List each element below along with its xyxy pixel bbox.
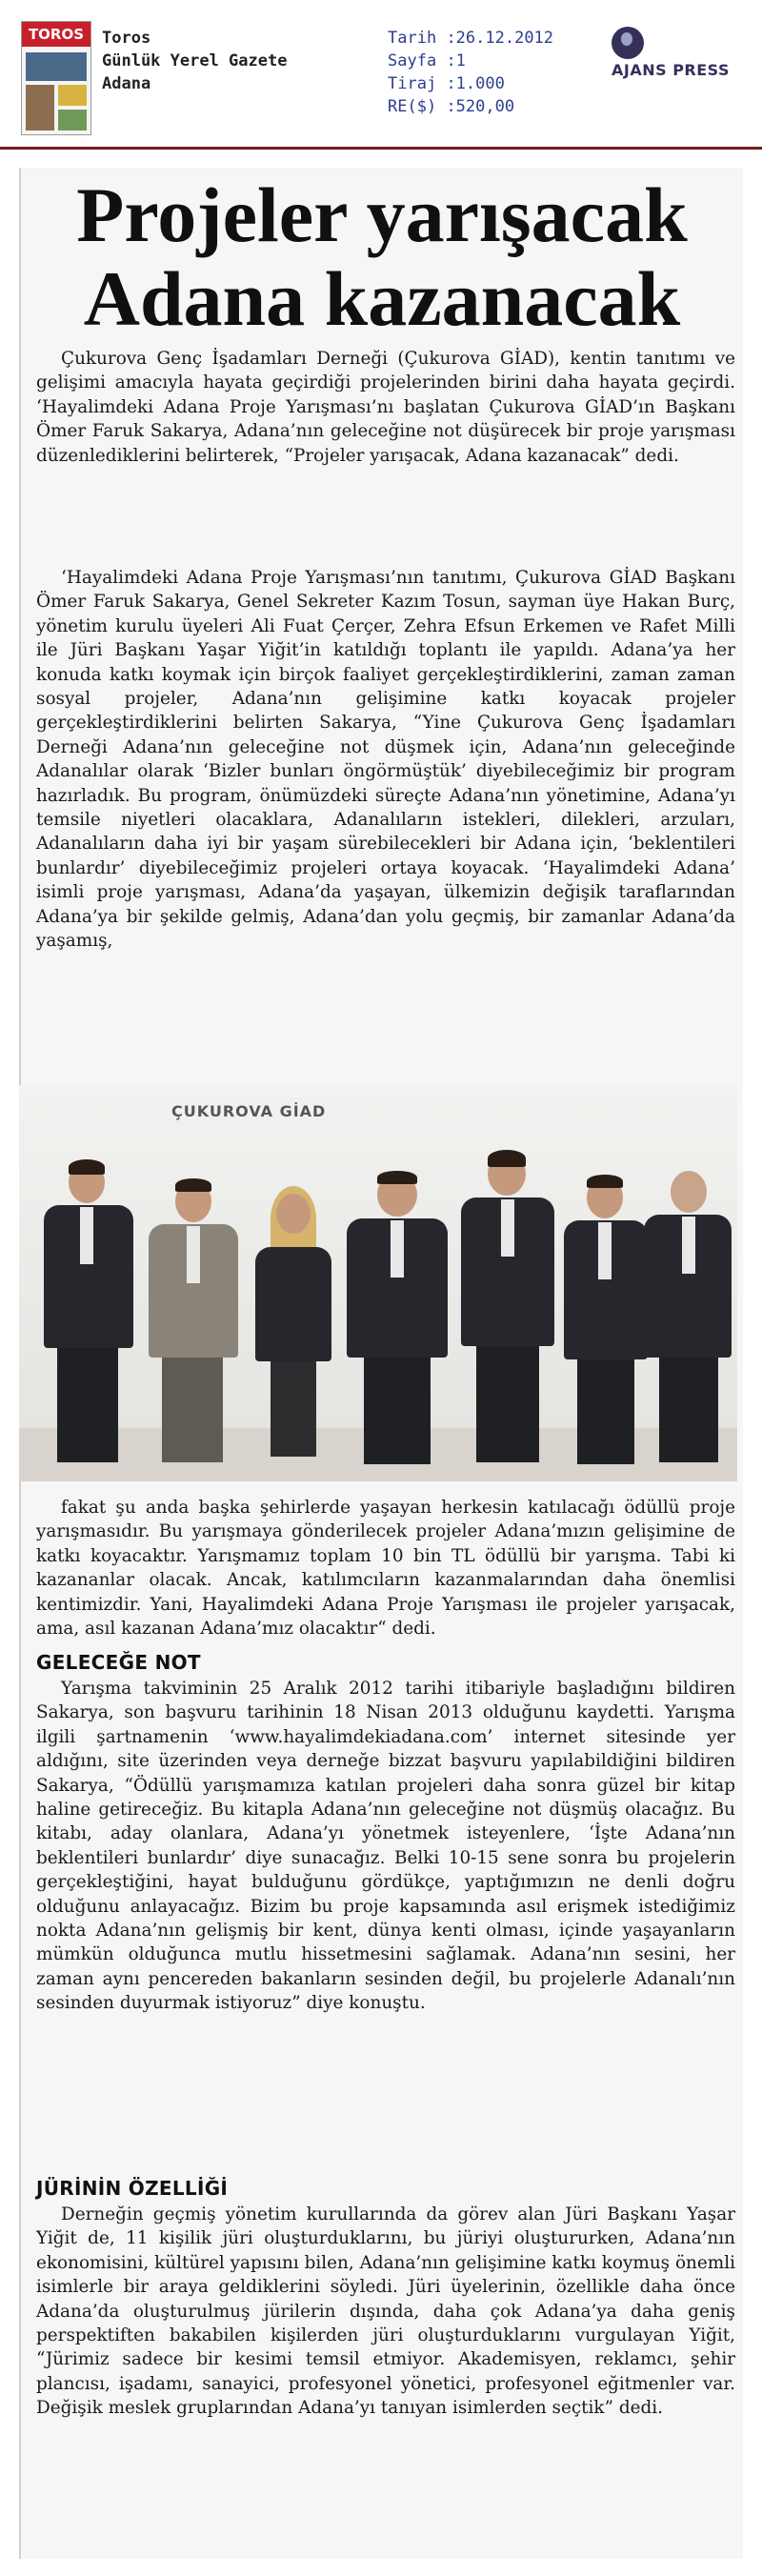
photo-person [638, 1171, 737, 1466]
subheading-jurinin-ozelligi: JÜRİNİN ÖZELLİĞİ [36, 2177, 229, 2200]
agency-logo [606, 23, 749, 80]
meta-date: Tarih :26.12.2012 [388, 29, 554, 48]
agency-logo-icon [612, 27, 644, 59]
clipping-header [0, 0, 762, 151]
newspaper-city: Adana [102, 74, 151, 93]
article-paragraph-3: fakat şu anda başka şehirlerde yaşayan herkesin katılacağı ödüllü proje yarışmasıdır. Bu yarışmaya gönderilecek projeler Adana’mızın gelişimine de katkı koyacaktır. Yarışmamız toplam 10 bin TL ödüllü bir yarışma. Tabi ki kazananlar olacak. Ancak, katılımcıların kazanmalarından daha önemlisi kentimizdir. Yani, Hayalimdeki Adana Proje Yarışması ile projeler yarışacak, ama, asıl kazanan Adana’mız olacaktır“ dedi. [36, 1498, 735, 1640]
photo-person [248, 1190, 339, 1466]
photo-person [36, 1161, 141, 1466]
photo-person [455, 1152, 560, 1466]
newspaper-type: Günlük Yerel Gazete [102, 51, 288, 70]
newspaper-thumbnail [21, 21, 91, 135]
article-paragraph-1: Çukurova Genç İşadamları Derneği (Çukurova GİAD), kentin tanıtımı ve gelişimi amacıyla hayata geçirdiği projelerinden birini daha hayata geçirdi. ‘Hayalimdeki Adana Proje Yarışması’nı başlatan Çukurova GİAD’ın Başkanı Ömer Faruk Sakarya, Adana’nın geleceğine not düşürecek bir proje yarışması düzenlediklerini belirterek, “Projeler yarışacak, Adana kazanacak” dedi. [36, 349, 735, 466]
group-photo [19, 1085, 737, 1481]
clipping-meta [388, 27, 553, 118]
photo-person [141, 1180, 246, 1466]
photo-banner-text: ÇUKUROVA GİAD [171, 1102, 327, 1120]
meta-circulation: Tiraj :1.000 [388, 74, 505, 93]
article-paragraph-2: ‘Hayalimdeki Adana Proje Yarışması’nın tanıtımı, Çukurova GİAD Başkanı Ömer Faruk Sakarya, Genel Sekreter Kazım Tosun, sayman üye Hakan Burç, yönetim kurulu üyeleri Ali Fuat Çerçer, Zehra Efsun Erkemen ve Rafet Milli ile Jüri Başkanı Yaşar Yiğit’in katıldığı toplantı ile yapıldı. Adana’ya her konuda katkı koymak için birçok faaliyet gerçekleştirdiklerini, zaman zaman sosyal projeler, Adana’nın gelişimine katkı koyacak projeler gerçekleştirdiklerini belirten Sakarya, “Yine Çukurova Genç İşadamları Derneği Adana’nın geleceğine not düşmek için, Adana’nın geleceğinde Adanalılar olarak ‘Bizler bunları öngörmüştük’ diyebileceğimiz bir program hazırladık. Bu program, önümüzdeki süreçte Adana’nın yönetimine, Adana’yı temsile niyetleri olacaklara, Adanalıların istekleri, dilekleri, arzuları, Adanalıların daha iyi bir yaşam sürebilecekleri bir Adana için, ‘beklentileri bunlardır’ diyebileceğimiz projeleri ortaya koyacak. ‘Hayalimdeki Adana’ isimli proje yarışması, Adana’da yaşayan, ülkemizin değişik taraflarından Adana’ya bir şekilde gelmiş, Adana’dan yolu geçmiş, bir zamanlar Adana’da yaşamış, [36, 568, 735, 952]
meta-ad-value: RE($) :520,00 [388, 97, 515, 116]
headline-line-2: Adana kazanacak [83, 255, 681, 342]
headline-line-1: Projeler yarışacak [76, 171, 688, 258]
article-section-1: Yarışma takviminin 25 Aralık 2012 tarihi itibariyle başladığını bildiren Sakarya, son başvuru tarihinin 18 Nisan 2013 olduğunu kaydetti. Yarışma ilgili şartnamenin ‘www.hayalimdekiadana.com’ internet sitesinde yer aldığını, site üzerinden veya derneğe bizzat başvuru yapılabildiğini bildiren Sakarya, “Ödüllü yarışmamıza katılan projeleri daha sonra güzel bir kitap haline getireceğiz. Bu kitapla Adana’nın geleceğine not düşmüş olacağız. Bu kitabı, aday olanlara, Adana’yı yönetmek isteyenlere, ‘İşte Adana’nın beklentileri bunlardır’ diye sunacağız. Belki 10-15 sene sonra bu projelerin gerçekleştiğini, hayat bulduğunu gördükçe, yaptığımızın ne denli doğru olduğunu anlayacağız. Bizim bu proje kapsamında asıl erişmek istediğimiz nokta Adana’nın gelişmiş bir kent, dünya kenti olması, içinde yaşayanların mümkün olduğunca mutlu hissetmesini sağlamak. Adana’nın sesini, her zaman aynı pencereden bakanların sesinden değil, bu projelerle Adanalı’nın sesinden duyurmak istiyoruz” diye konuştu. [36, 1679, 735, 2014]
header-divider [0, 147, 762, 150]
photo-person [341, 1173, 453, 1468]
meta-page: Sayfa :1 [388, 51, 466, 70]
newspaper-name: Toros [102, 29, 151, 48]
thumbnail-masthead: TOROS [22, 22, 90, 47]
article-headline [21, 173, 743, 341]
publication-info [102, 27, 287, 95]
article-section-2: Derneğin geçmiş yönetim kurullarında da görev alan Jüri Başkanı Yaşar Yiğit de, 11 kişilik jüri oluşturduklarını, bu jüriyi oluştururken, Adana’nın ekonomisini, kültürel yapısını bilen, Adana’nın gelişimine katkı koymuş önemli isimlerle bir araya geldiklerini söyledi. Jüri üyelerinin, özellikle daha önce Adana’da oluşturulmuş jürilerin dışında, daha çok Adana’ya daha geniş perspektiften bakabilen kişilerden jüri oluşturduklarını vurgulayan Yiğit, “Jürimiz sadece bir kesimi temsil etmiyor. Akademisyen, reklamcı, şehir plancısı, işadamı, sanayici, profesyonel yönetici, profesyonel eğitmenler var. Değişik meslek gruplarından Adana’yı tanıyan isimlerden seçtik” dedi. [36, 2204, 735, 2419]
agency-name: AJANS PRESS [612, 61, 731, 79]
subheading-gelecege-not: GELECEĞE NOT [36, 1651, 201, 1674]
